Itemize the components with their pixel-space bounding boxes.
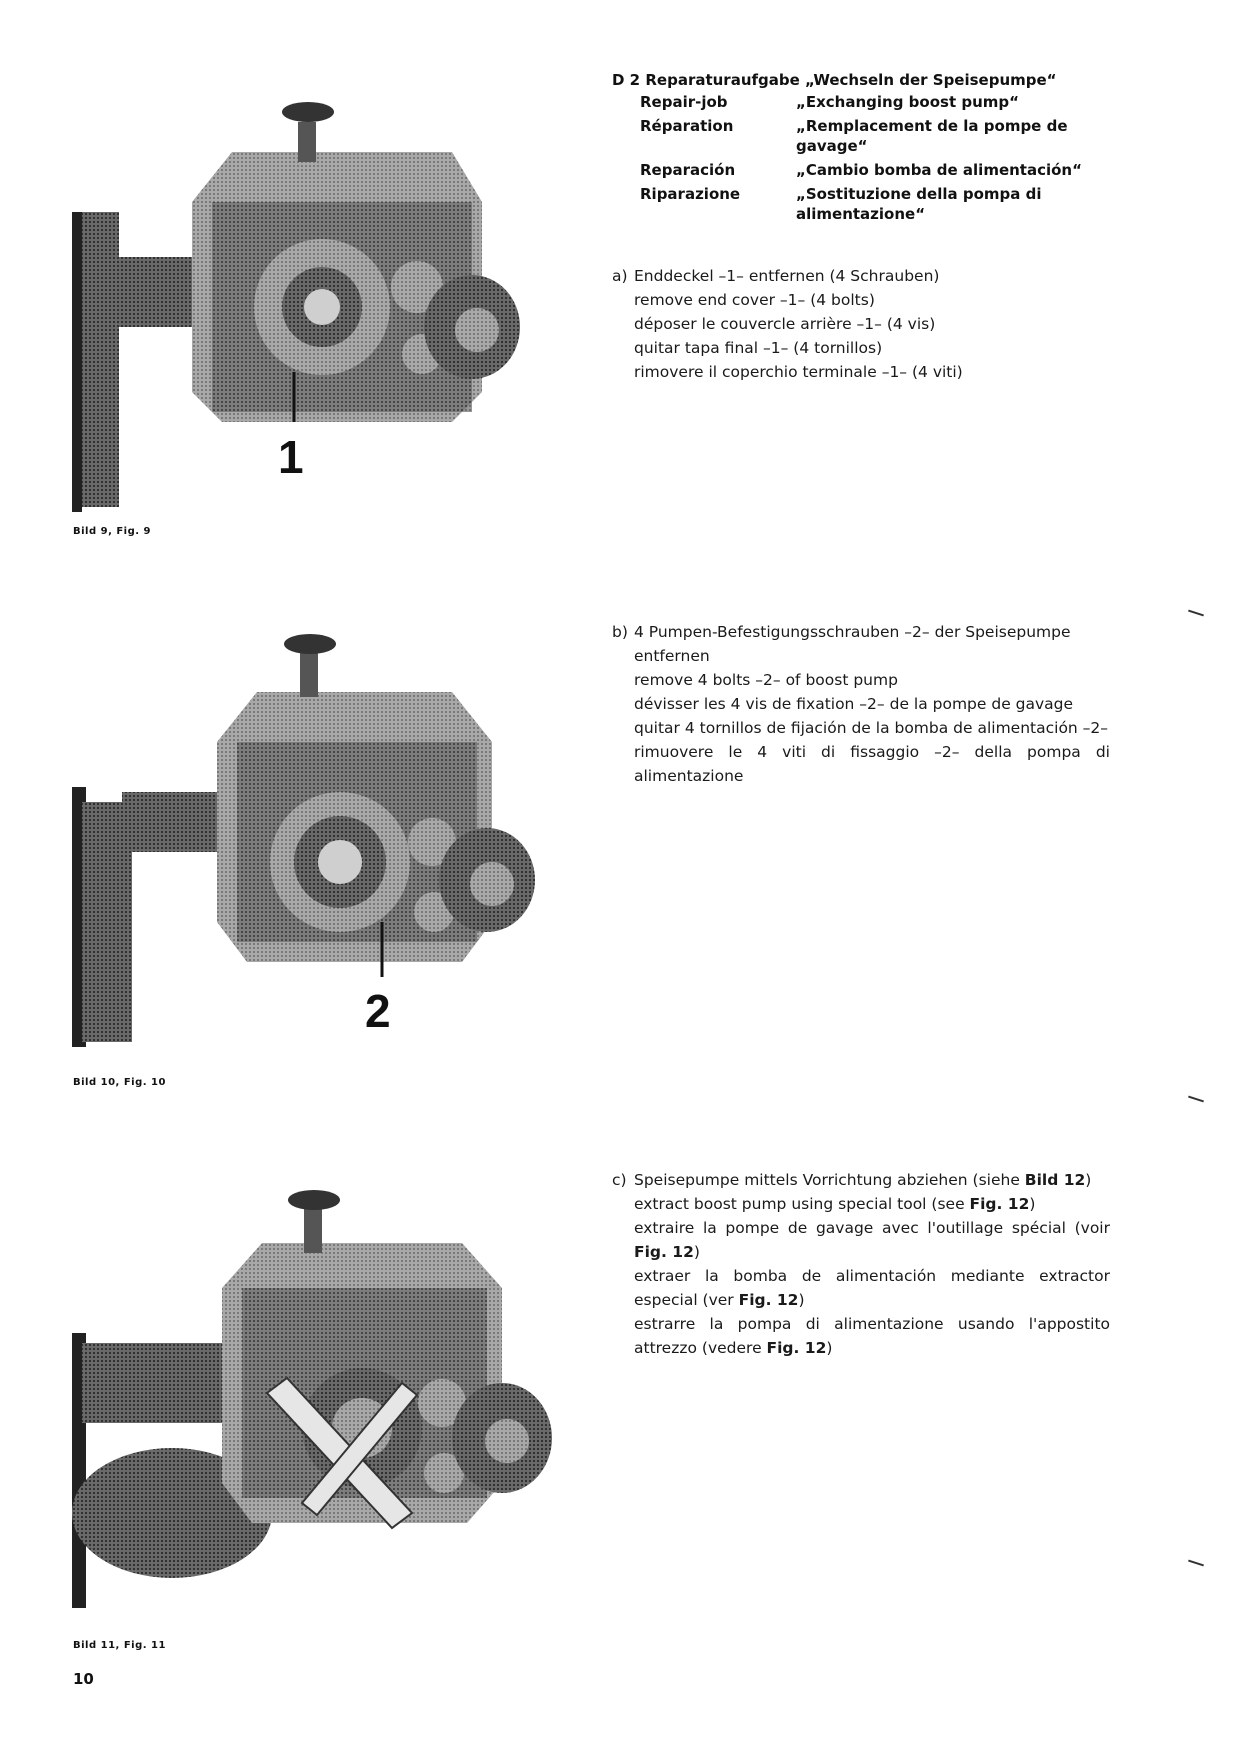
translation-lang: Réparation [640,117,734,135]
scan-mark [1188,1560,1204,1567]
step-marker: c) [612,1171,627,1189]
step-marker: b) [612,623,628,641]
figure-10-caption: Bild 10, Fig. 10 [73,1077,166,1088]
step-text-es: extraer la bomba de alimentación mediante extractor especial (ver Fig. 12) [634,1267,1110,1309]
figure-9-photo [72,92,552,512]
step-text-en: remove end cover –1– (4 bolts) [634,291,875,309]
scan-mark [1188,1096,1204,1103]
translation-lang: Riparazione [640,185,741,203]
step-text-de: Speisepumpe mittels Vorrichtung abziehen (siehe Bild 12) [634,1171,1092,1189]
figure-reference: Bild 12 [1024,1171,1086,1189]
translation-value: „Sostituzione della pompa di alimentazione“ [796,185,1042,223]
translation-value: „Exchanging boost pump“ [796,93,1019,111]
figure-reference: Fig. 12 [634,1243,694,1261]
step-text-en: extract boost pump using special tool (see Fig. 12) [634,1195,1036,1213]
step-text-fr: dévisser les 4 vis de fixation –2– de la pompe de gavage [634,695,1074,713]
figure-reference: Fig. 12 [766,1339,827,1357]
figure-reference: Fig. 12 [738,1291,799,1309]
title-de-value: „Wechseln der Speisepumpe“ [805,71,1057,89]
translation-row [640,160,1082,184]
figure-10-callout: 2 [365,985,391,1037]
step-text-de: Enddeckel –1– entfernen (4 Schrauben) [634,267,940,285]
translation-row [640,184,1082,228]
step-text-it: rimovere il coperchio terminale –1– (4 viti) [634,363,963,381]
step-text-it: rimuovere le 4 viti di fissaggio –2– della pompa di alimentazione [634,743,1110,785]
figure-11-caption: Bild 11, Fig. 11 [73,1640,166,1651]
translation-lang: Reparación [640,161,736,179]
figure-reference: Fig. 12 [969,1195,1030,1213]
scan-mark [1188,610,1204,617]
step-c [612,1168,1110,1360]
figure-9-callout: 1 [278,431,304,483]
translation-row [640,116,1082,160]
step-text-it: estrarre la pompa di alimentazione usando l'appostito attrezzo (vedere Fig. 12) [634,1315,1110,1357]
title-translations [640,92,1082,228]
title-de-label: Reparaturaufgabe [645,71,800,89]
step-text-fr: déposer le couvercle arrière –1– (4 vis) [634,315,936,333]
translation-row [640,92,1082,116]
translation-value: „Remplacement de la pompe de gavage“ [796,117,1068,155]
step-a [612,264,1110,384]
header-title-de [612,70,1082,90]
step-b [612,620,1110,788]
figure-11-photo [72,1183,572,1613]
translation-value: „Cambio bomba de alimentación“ [796,161,1082,179]
translation-lang: Repair-job [640,93,728,111]
figure-9-caption: Bild 9, Fig. 9 [73,526,152,537]
page-number: 10 [73,1670,94,1688]
section-code: D 2 [612,71,641,89]
step-text-en: remove 4 bolts –2– of boost pump [634,671,898,689]
step-text-es: quitar tapa final –1– (4 tornillos) [634,339,883,357]
repair-job-header [612,70,1082,228]
step-text-de: 4 Pumpen-Befestigungsschrauben –2– der Speisepumpe entfernen [634,623,1071,665]
step-text-es: quitar 4 tornillos de fijación de la bomba de alimentación –2– [634,719,1109,737]
step-text-fr: extraire la pompe de gavage avec l'outillage spécial (voir Fig. 12) [634,1219,1110,1261]
figure-10-photo [72,622,562,1052]
step-marker: a) [612,267,628,285]
